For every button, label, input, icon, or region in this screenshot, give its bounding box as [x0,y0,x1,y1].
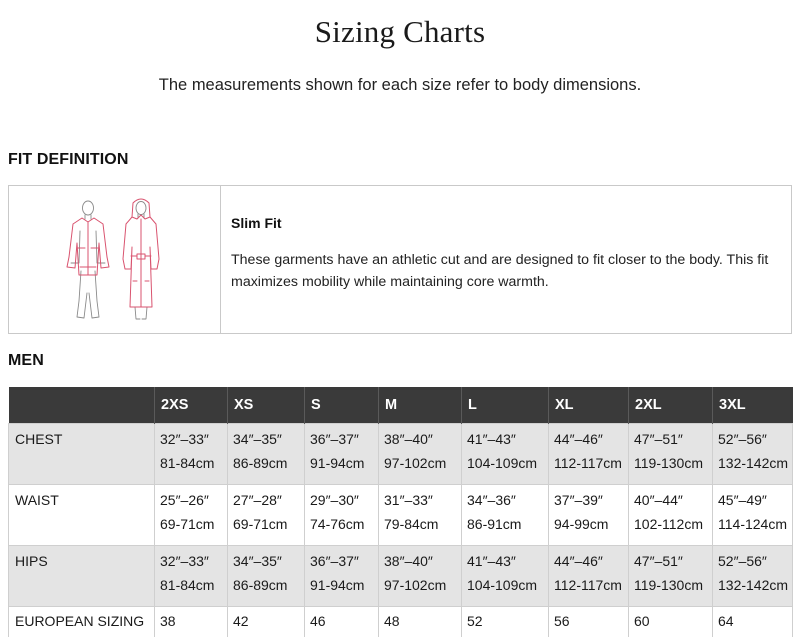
measurement-primary: 52″–56″ [718,431,767,447]
size-cell [228,485,305,546]
size-cell [379,424,462,485]
column-header-xs: XS [228,387,305,424]
measurement-metric: 132-142cm [718,455,789,471]
fit-description-panel [221,186,791,333]
column-header-3xl: 3XL [713,387,793,424]
measurement-primary: 36″–37″ [310,431,359,447]
fit-illustration [9,186,221,333]
table-row [9,424,793,485]
measurement-primary: 42 [233,613,249,629]
size-cell [462,607,549,637]
fit-name: Slim Fit [231,215,282,231]
measurement-primary: 47″–51″ [634,553,683,569]
measurement-primary: 52 [467,613,483,629]
men-size-table [8,387,793,637]
measurement-primary: 34″–35″ [233,553,282,569]
fit-definition-box [8,185,792,334]
column-header [9,387,155,424]
measurement-primary: 64 [718,613,734,629]
size-cell [629,485,713,546]
size-cell [305,546,379,607]
measurement-metric: 112-117cm [554,577,622,593]
size-cell [713,546,793,607]
size-cell [549,546,629,607]
size-cell [462,546,549,607]
size-cell [305,607,379,637]
table-header-row [9,387,793,424]
measurement-primary: 56 [554,613,570,629]
size-cell [155,485,228,546]
size-cell [155,424,228,485]
measurement-metric: 132-142cm [718,577,789,593]
measurement-metric: 104-109cm [467,577,538,593]
size-cell [228,607,305,637]
size-cell [379,546,462,607]
measurement-metric: 86-89cm [233,577,288,593]
measurement-metric: 119-130cm [634,455,704,471]
table-row [9,485,793,546]
size-cell [155,546,228,607]
measurement-primary: 34″–35″ [233,431,282,447]
measurement-metric: 104-109cm [467,455,538,471]
measurement-metric: 69-71cm [160,516,215,532]
row-label: HIPS [9,546,155,607]
size-cell [549,485,629,546]
size-cell [713,485,793,546]
measurement-primary: 48 [384,613,400,629]
measurement-metric: 81-84cm [160,455,215,471]
table-row [9,607,793,637]
column-header-2xl: 2XL [629,387,713,424]
measurement-primary: 41″–43″ [467,431,516,447]
size-cell [629,607,713,637]
measurement-primary: 47″–51″ [634,431,683,447]
measurement-primary: 60 [634,613,650,629]
size-cell [228,424,305,485]
size-cell [379,485,462,546]
size-cell [629,546,713,607]
measurement-metric: 112-117cm [554,455,622,471]
column-header-2xs: 2XS [155,387,228,424]
measurement-primary: 52″–56″ [718,553,767,569]
size-cell [379,607,462,637]
size-cell [549,607,629,637]
row-label: EUROPEAN SIZING [9,607,155,637]
measurement-metric: 79-84cm [384,516,439,532]
male-female-garment-outline-icon [55,197,175,323]
measurement-metric: 114-124cm [718,516,788,532]
size-cell [549,424,629,485]
size-cell [305,424,379,485]
measurement-metric: 91-94cm [310,577,365,593]
measurement-metric: 69-71cm [233,516,288,532]
size-cell [462,485,549,546]
measurement-primary: 44″–46″ [554,431,603,447]
row-label: WAIST [9,485,155,546]
measurement-primary: 36″–37″ [310,553,359,569]
measurement-metric: 81-84cm [160,577,215,593]
size-cell [228,546,305,607]
measurement-primary: 44″–46″ [554,553,603,569]
measurement-metric: 86-89cm [233,455,288,471]
measurement-metric: 102-112cm [634,516,704,532]
column-header-m: M [379,387,462,424]
measurement-primary: 27″–28″ [233,492,282,508]
size-cell [713,424,793,485]
measurement-metric: 97-102cm [384,577,447,593]
men-heading: MEN [8,352,44,369]
page-title: Sizing Charts [314,14,486,49]
size-cell [462,424,549,485]
measurement-metric: 91-94cm [310,455,365,471]
measurement-primary: 32″–33″ [160,431,209,447]
row-label: CHEST [9,424,155,485]
size-cell [629,424,713,485]
fit-definition-heading: FIT DEFINITION [8,151,129,168]
size-cell [305,485,379,546]
measurement-primary: 38″–40″ [384,431,433,447]
measurement-primary: 41″–43″ [467,553,516,569]
measurement-metric: 119-130cm [634,577,704,593]
size-table-body [9,424,793,637]
page-subtitle: The measurements shown for each size refer to body dimensions. [158,76,642,94]
measurement-primary: 37″–39″ [554,492,603,508]
measurement-primary: 29″–30″ [310,492,359,508]
measurement-metric: 86-91cm [467,516,522,532]
measurement-primary: 46 [310,613,326,629]
column-header-xl: XL [549,387,629,424]
measurement-metric: 94-99cm [554,516,609,532]
size-cell [155,607,228,637]
measurement-primary: 40″–44″ [634,492,683,508]
fit-description: These garments have an athletic cut and are designed to fit closer to the body. This fit maximizes mobility while maintaining core warmth. [231,252,769,290]
measurement-primary: 38 [160,613,176,629]
measurement-metric: 74-76cm [310,516,365,532]
column-header-l: L [462,387,549,424]
size-cell [713,607,793,637]
measurement-primary: 31″–33″ [384,492,433,508]
measurement-primary: 34″–36″ [467,492,516,508]
measurement-primary: 32″–33″ [160,553,209,569]
table-row [9,546,793,607]
measurement-primary: 38″–40″ [384,553,433,569]
measurement-metric: 97-102cm [384,455,447,471]
measurement-primary: 25″–26″ [160,492,209,508]
measurement-primary: 45″–49″ [718,492,767,508]
column-header-s: S [305,387,379,424]
